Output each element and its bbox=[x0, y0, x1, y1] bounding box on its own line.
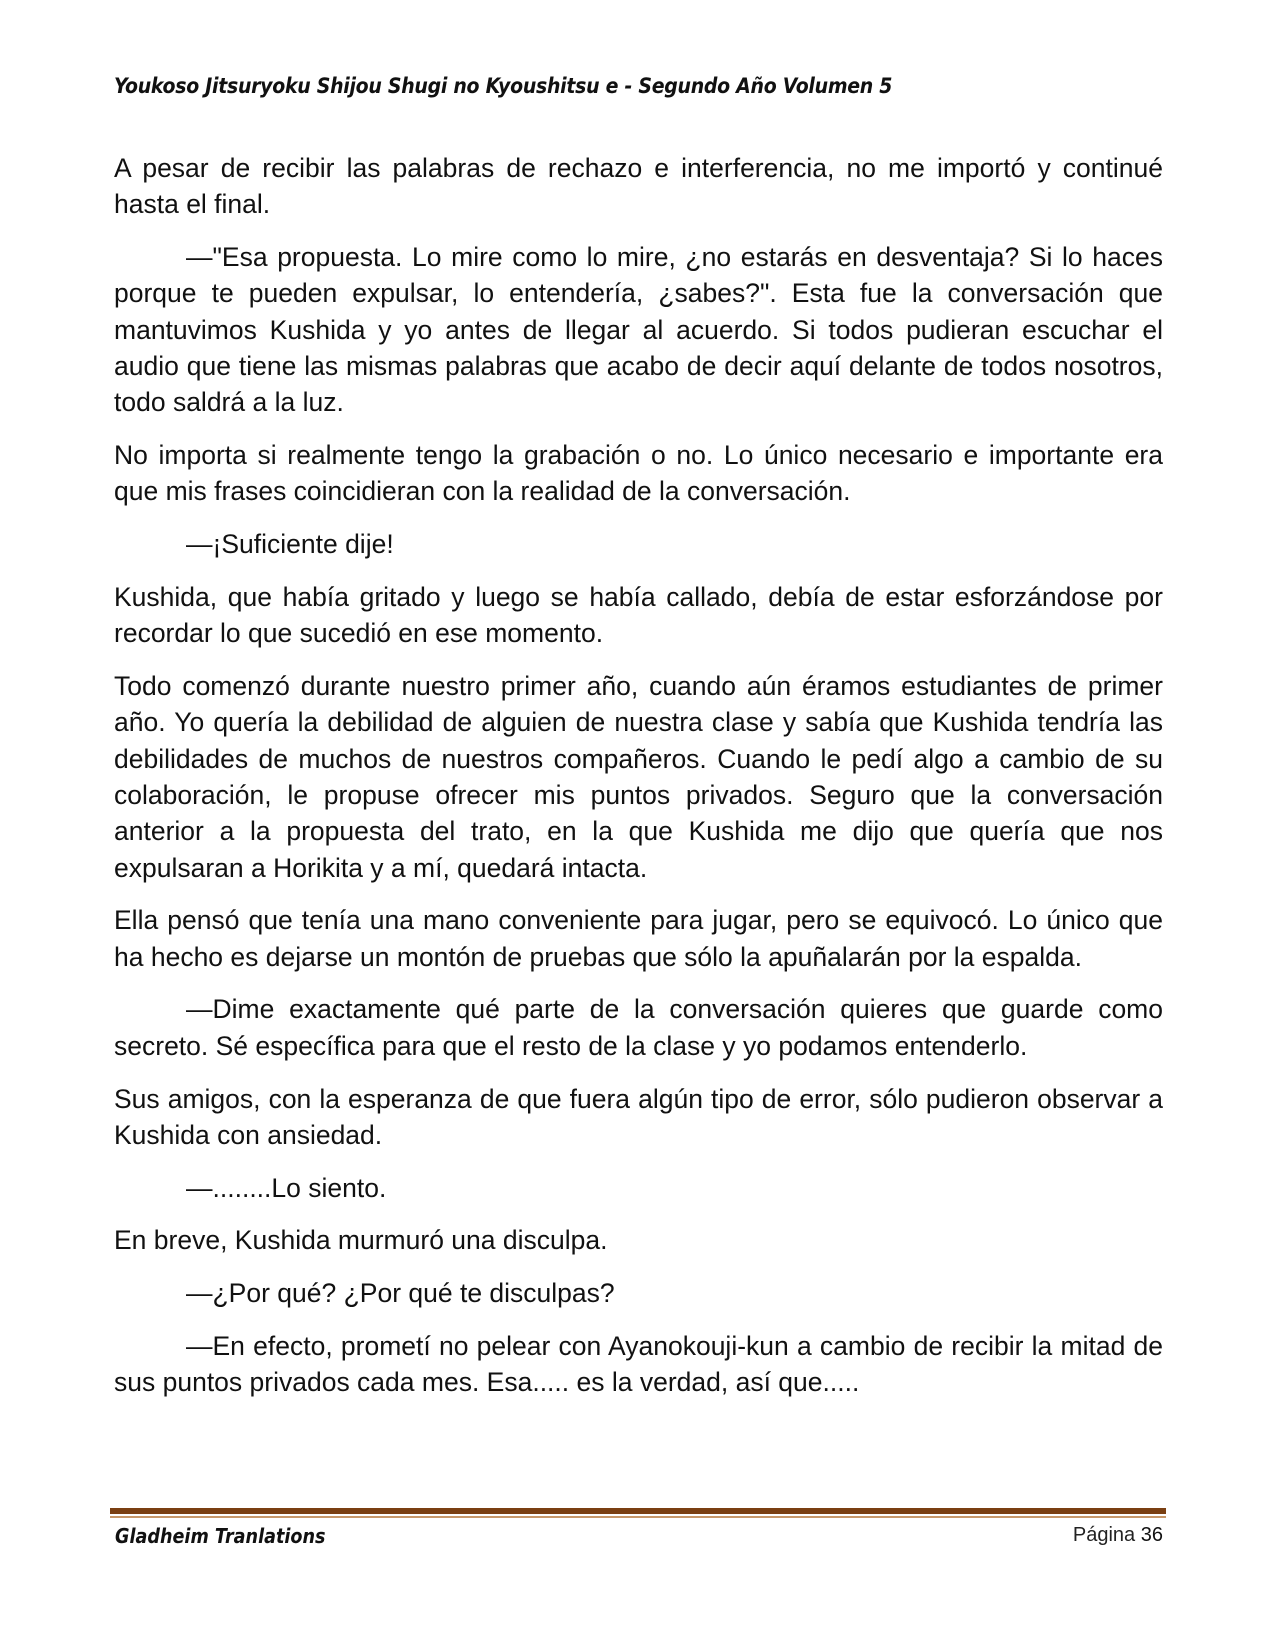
dialogue-paragraph: —........Lo siento. bbox=[186, 1172, 387, 1203]
dialogue-paragraph: —En efecto, prometí no pelear con Ayanokouji-kun a cambio de recibir la mitad de sus puntos privados cada mes. Esa..... es la verdad, así que..... bbox=[114, 1331, 1163, 1398]
paragraph: No importa si realmente tengo la grabación o no. Lo único necesario e importante era que mis frases coincidieran con la realidad de la conversación. bbox=[114, 440, 1163, 507]
dialogue-paragraph: —"Esa propuesta. Lo mire como lo mire, ¿no estarás en desventaja? Si lo haces porque te pueden expulsar, lo entendería, ¿sabes?". Esta fue la conversación que mantuvimos Kushida y yo antes de llegar al acuerdo. Si todos pudieran escuchar el audio que tiene las mismas palabras que acabo de decir aquí delante de todos nosotros, todo saldrá a la luz. bbox=[114, 242, 1163, 418]
page-number bbox=[1073, 1524, 1163, 1547]
page-number-value: 36 bbox=[1140, 1524, 1163, 1546]
paragraph: Todo comenzó durante nuestro primer año, cuando aún éramos estudiantes de primer año. Yo quería la debilidad de alguien de nuestra clase y sabía que Kushida tendría las debilidades de muchos de nuestros compañeros. Cuando le pedí algo a cambio de su colaboración, le propuse ofrecer mis puntos privados. Seguro que la conversación anterior a la propuesta del trato, en la que Kushida me dijo que quería que nos expulsaran a Horikita y a mí, quedará intacta. bbox=[114, 671, 1163, 883]
paragraph: Kushida, que había gritado y luego se había callado, debía de estar esforzándose por recordar lo que sucedió en ese momento. bbox=[114, 581, 1163, 649]
paragraph: Sus amigos, con la esperanza de que fuera algún tipo de error, sólo pudieron observar a Kushida con ansiedad. bbox=[114, 1083, 1163, 1150]
paragraph: Ella pensó que tenía una mano conveniente para jugar, pero se equivocó. Lo único que ha hecho es dejarse un montón de pruebas que sólo la apuñalarán por la espalda. bbox=[114, 905, 1163, 972]
page-body bbox=[114, 150, 1163, 1417]
footer-credit: Gladheim Tranlations bbox=[115, 1524, 326, 1548]
page-label: Página bbox=[1072, 1524, 1136, 1546]
dialogue-paragraph: —¡Suficiente dije! bbox=[186, 529, 394, 560]
paragraph: A pesar de recibir las palabras de rechazo e interferencia, no me importó y continué hasta el final. bbox=[114, 153, 1163, 220]
footer-rule-thin bbox=[110, 1516, 1166, 1518]
footer-rule-thick bbox=[110, 1508, 1166, 1514]
dialogue-paragraph: —¿Por qué? ¿Por qué te disculpas? bbox=[186, 1278, 615, 1309]
paragraph: En breve, Kushida murmuró una disculpa. bbox=[114, 1225, 608, 1256]
running-header: Youkoso Jitsuryoku Shijou Shugi no Kyoushitsu e - Segundo Año Volumen 5 bbox=[114, 74, 893, 98]
dialogue-paragraph: —Dime exactamente qué parte de la conversación quieres que guarde como secreto. Sé específica para que el resto de la clase y yo podamos entenderlo. bbox=[114, 994, 1163, 1061]
